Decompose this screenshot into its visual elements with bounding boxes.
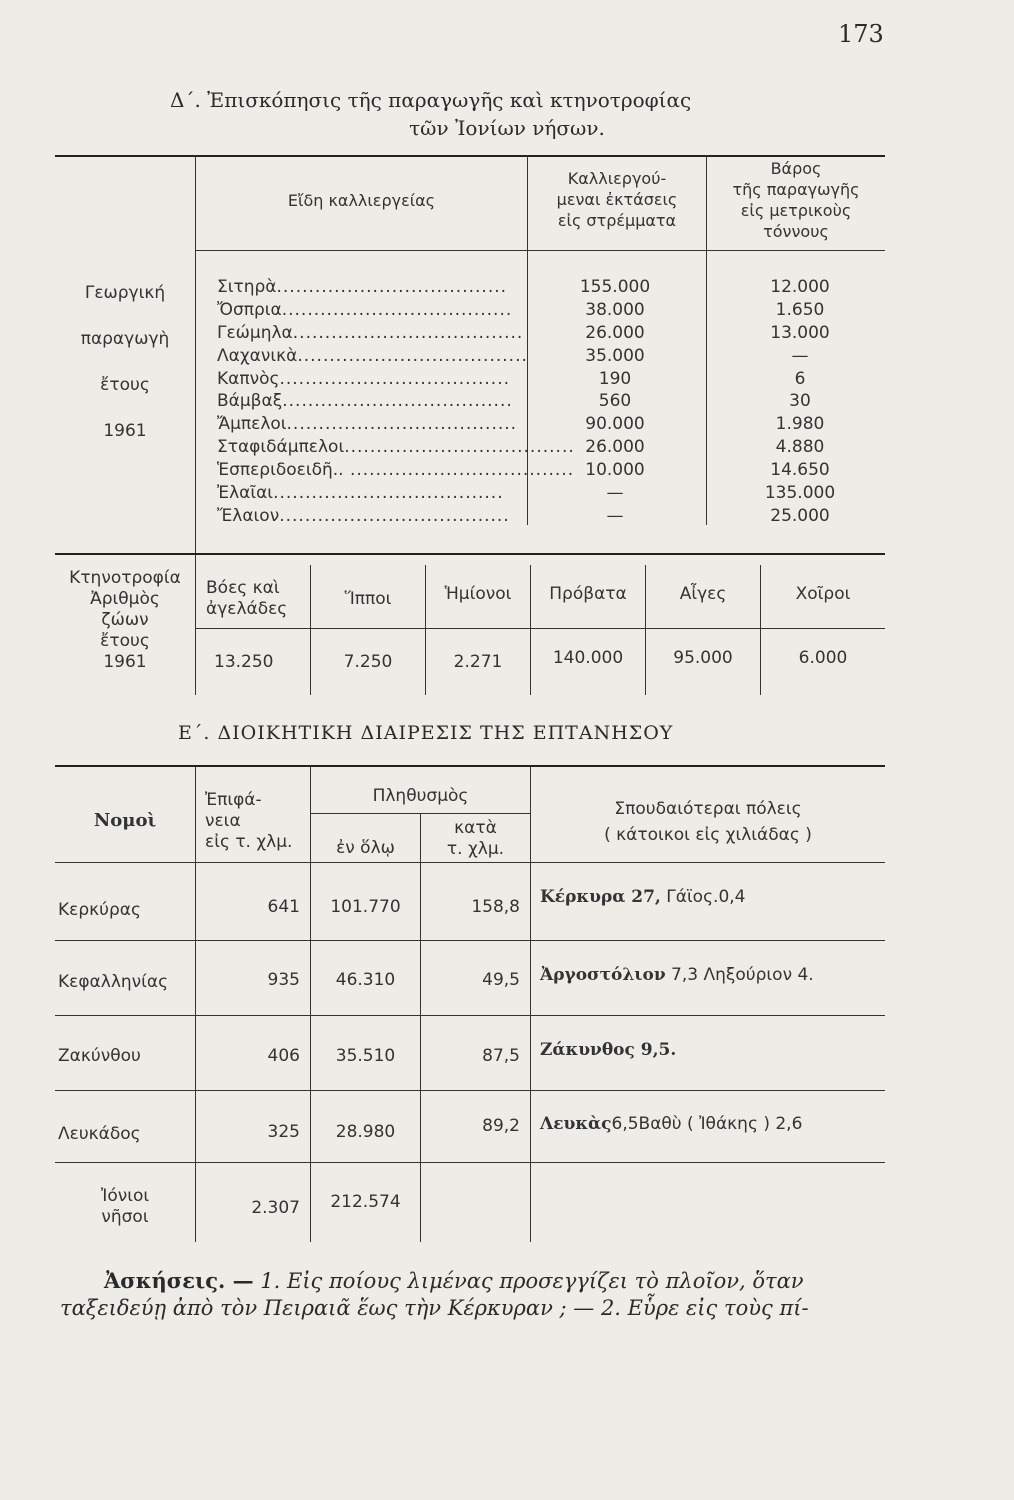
weight-values: 12.000 1.650 13.000 — 6 30 1.980 4.880 14.650 135.000 25.000	[764, 277, 836, 526]
header-population: Πληθυσμὸς	[372, 786, 469, 806]
exercises-line2: ταξειδεύῃ ἀπὸ τὸν Πειραιᾶ ἕως τὴν Κέρκυραν ; — 2. Εὗρε εἰς τοὺς πί-	[60, 1296, 809, 1320]
list-item: Γεώμηλα....................................	[217, 322, 524, 343]
page-number: 173	[838, 20, 884, 48]
livestock-goats-label: Αἶγες	[679, 584, 727, 604]
header-kind: Εἴδη καλλιεργείας	[287, 191, 436, 210]
header-area: Ἐπιφά- νεια εἰς τ. χλμ.	[205, 790, 293, 852]
list-item: Καπνὸς....................................	[217, 368, 511, 389]
list-item: Ἐλαῖαι....................................	[217, 483, 504, 504]
livestock-label: Κτηνοτροφία Ἀριθμὸς ζώων ἔτους 1961	[69, 568, 181, 672]
livestock-cattle-label: Βόες καὶ ἀγελάδες	[206, 578, 288, 619]
header-pop-density: κατὰ τ. χλμ.	[446, 818, 505, 859]
exercises-line1: Ἀσκήσεις. — 1. Εἰς ποίους λιμένας προσεγγίζει τὸ πλοῖον, ὅταν	[104, 1268, 804, 1293]
livestock-mules-label: Ἡμίονοι	[444, 584, 512, 604]
header-pop-total: ἐν ὅλῳ	[336, 838, 395, 858]
livestock-horses-value: 7.250	[343, 652, 393, 672]
list-item: Βάμβαξ....................................	[217, 391, 513, 412]
livestock-pigs-label: Χοῖροι	[795, 584, 851, 604]
header-area: Καλλιεργού- μεναι ἐκτάσεις εἰς στρέμματα	[556, 169, 678, 230]
list-item: Σιτηρὰ....................................	[217, 277, 508, 297]
agri-label: Γεωργική παραγωγὴ ἔτους 1961	[80, 283, 170, 441]
header-weight: Βάρος τῆς παραγωγῆς εἰς μετρικοὺς τόννους	[732, 159, 860, 241]
livestock-sheep-value: 140.000	[552, 648, 624, 668]
livestock-horses-label: Ἵπποι	[344, 589, 392, 609]
header-nomos: Νομοὶ	[93, 810, 157, 831]
crop-names	[217, 276, 575, 528]
area-values: 155.000 38.000 26.000 35.000 190 560 90.000 26.000 10.000 — —	[579, 277, 651, 526]
list-item: Ὄσπρια....................................	[217, 299, 513, 320]
livestock-mules-value: 2.271	[453, 652, 503, 672]
section-d-title: Δ΄. Ἐπισκόπησις τῆς παραγωγῆς καὶ κτηνοτροφίας	[170, 88, 692, 112]
list-item: Ἔλαιον....................................	[217, 505, 510, 526]
livestock-goats-value: 95.000	[673, 648, 733, 668]
list-item: Σταφιδάμπελοι....................................	[217, 437, 575, 458]
livestock-sheep-label: Πρόβατα	[549, 584, 627, 604]
livestock-cattle-value: 13.250	[214, 652, 274, 672]
header-cities: Σπουδαιότεραι πόλεις ( κάτοικοι εἰς χιλιάδας )	[604, 799, 812, 845]
list-item: Ἄμπελοι....................................	[217, 414, 518, 435]
section-d-subtitle: τῶν Ἰονίων νήσων.	[409, 116, 605, 140]
list-item: Λαχανικὰ....................................	[217, 345, 528, 366]
livestock-pigs-value: 6.000	[798, 648, 848, 668]
list-item: Ἑσπεριδοειδῆ.. ...................................	[217, 460, 575, 481]
section-e-title: Ε΄. ΔΙΟΙΚΗΤΙΚΗ ΔΙΑΙΡΕΣΙΣ ΤΗΣ ΕΠΤΑΝΗΣΟΥ	[178, 722, 674, 744]
